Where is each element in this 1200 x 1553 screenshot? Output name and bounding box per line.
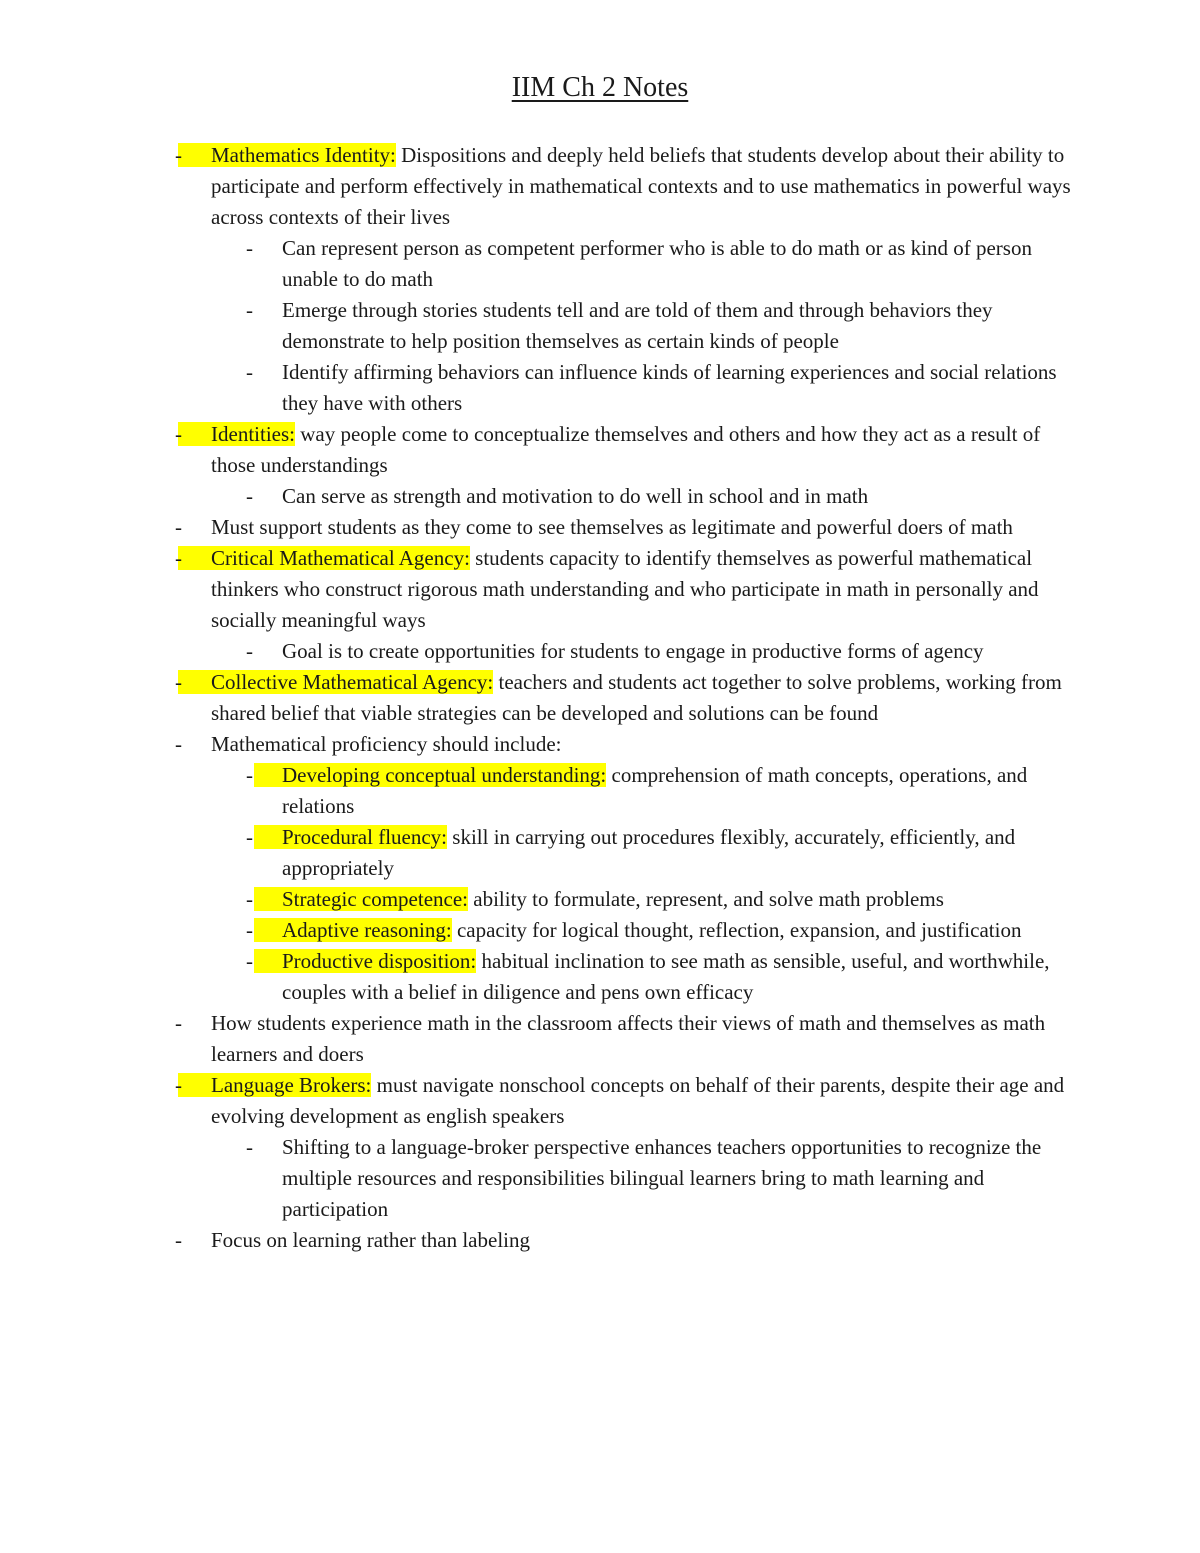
list-item: [175, 1008, 1071, 1070]
bullet-dash: -: [175, 422, 182, 446]
list-item: [246, 295, 1072, 357]
list-item: [175, 1225, 1071, 1256]
item-text: Dispositions and deeply held beliefs that students develop about their ability to participate and perform effectively in mathematical contexts and to use mathematics in powerful ways across contexts of their lives: [211, 143, 1071, 229]
item-text: capacity for logical thought, reflection, expansion, and justification: [451, 918, 1022, 942]
highlighted-term: Adaptive reasoning:: [254, 918, 452, 942]
list-item: [175, 543, 1071, 636]
highlighted-term: Mathematics Identity:: [178, 143, 396, 167]
bullet-dash: -: [246, 1135, 253, 1159]
highlighted-term: Critical Mathematical Agency:: [178, 546, 470, 570]
list-item: [246, 760, 1072, 822]
list-item: [246, 636, 1072, 667]
bullet-dash: -: [246, 918, 253, 942]
bullet-dash: -: [246, 825, 253, 849]
highlighted-term: Developing conceptual understanding:: [254, 763, 606, 787]
item-text: students capacity to identify themselves as powerful mathematical thinkers who construct rigorous math understanding and who participate in math in personally and socially meaningful ways: [211, 546, 1039, 632]
list-item: [175, 512, 1071, 543]
list-item: [246, 822, 1072, 884]
item-text: must navigate nonschool concepts on behalf of their parents, despite their age and evolving development as english speakers: [211, 1073, 1065, 1128]
bullet-dash: -: [246, 236, 253, 260]
highlighted-term: Procedural fluency:: [254, 825, 447, 849]
bullet-dash: -: [175, 732, 182, 756]
bullet-dash: -: [175, 515, 182, 539]
highlighted-term: Language Brokers:: [178, 1073, 371, 1097]
bullet-dash: -: [175, 143, 182, 167]
item-text: skill in carrying out procedures flexibly, accurately, efficiently, and appropriately: [282, 825, 1016, 880]
item-text: Can represent person as competent performer who is able to do math or as kind of person unable to do math: [282, 236, 1032, 291]
list-item: [175, 419, 1071, 481]
highlighted-term: Productive disposition:: [254, 949, 476, 973]
list-item: [175, 1070, 1071, 1132]
bullet-dash: -: [246, 949, 253, 973]
list-item: [175, 140, 1071, 233]
highlighted-term: Strategic competence:: [254, 887, 468, 911]
bullet-dash: -: [246, 298, 253, 322]
bullet-dash: -: [246, 639, 253, 663]
item-text: teachers and students act together to solve problems, working from shared belief that viable strategies can be developed and solutions can be found: [211, 670, 1062, 725]
bullet-dash: -: [246, 763, 253, 787]
item-text: How students experience math in the classroom affects their views of math and themselves as math learners and doers: [211, 1011, 1046, 1066]
item-text: Must support students as they come to see themselves as legitimate and powerful doers of math: [211, 515, 1013, 539]
item-text: Focus on learning rather than labeling: [211, 1228, 530, 1252]
notes-list: [0, 140, 1200, 1256]
item-text: comprehension of math concepts, operations, and relations: [282, 763, 1028, 818]
bullet-dash: -: [175, 1011, 182, 1035]
list-item: [175, 729, 1071, 760]
item-text: Mathematical proficiency should include:: [211, 732, 562, 756]
list-item: [175, 667, 1071, 729]
item-text: way people come to conceptualize themselves and others and how they act as a result of those understandings: [211, 422, 1041, 477]
highlighted-term: Collective Mathematical Agency:: [178, 670, 493, 694]
highlighted-term: Identities:: [178, 422, 295, 446]
item-text: Identify affirming behaviors can influence kinds of learning experiences and social relations they have with others: [282, 360, 1057, 415]
list-item: [246, 915, 1072, 946]
list-item: [246, 481, 1072, 512]
list-item: [246, 884, 1072, 915]
list-item: [246, 357, 1072, 419]
bullet-dash: -: [175, 670, 182, 694]
bullet-dash: -: [246, 484, 253, 508]
list-item: [246, 946, 1072, 1008]
item-text: ability to formulate, represent, and solve math problems: [468, 887, 944, 911]
item-text: Can serve as strength and motivation to do well in school and in math: [282, 484, 869, 508]
bullet-dash: -: [246, 887, 253, 911]
list-item: [246, 233, 1072, 295]
bullet-dash: -: [175, 1073, 182, 1097]
bullet-dash: -: [246, 360, 253, 384]
item-text: Goal is to create opportunities for students to engage in productive forms of agency: [282, 639, 984, 663]
bullet-dash: -: [175, 546, 182, 570]
bullet-dash: -: [175, 1228, 182, 1252]
page-title: IIM Ch 2 Notes: [511, 72, 689, 103]
list-item: [246, 1132, 1072, 1225]
item-text: Shifting to a language-broker perspective enhances teachers opportunities to recognize the multiple resources and responsibilities bilingual learners bring to math learning and participation: [282, 1135, 1042, 1221]
item-text: Emerge through stories students tell and are told of them and through behaviors they demonstrate to help position themselves as certain kinds of people: [282, 298, 993, 353]
item-text: habitual inclination to see math as sensible, useful, and worthwhile, couples with a belief in diligence and pens own efficacy: [282, 949, 1050, 1004]
